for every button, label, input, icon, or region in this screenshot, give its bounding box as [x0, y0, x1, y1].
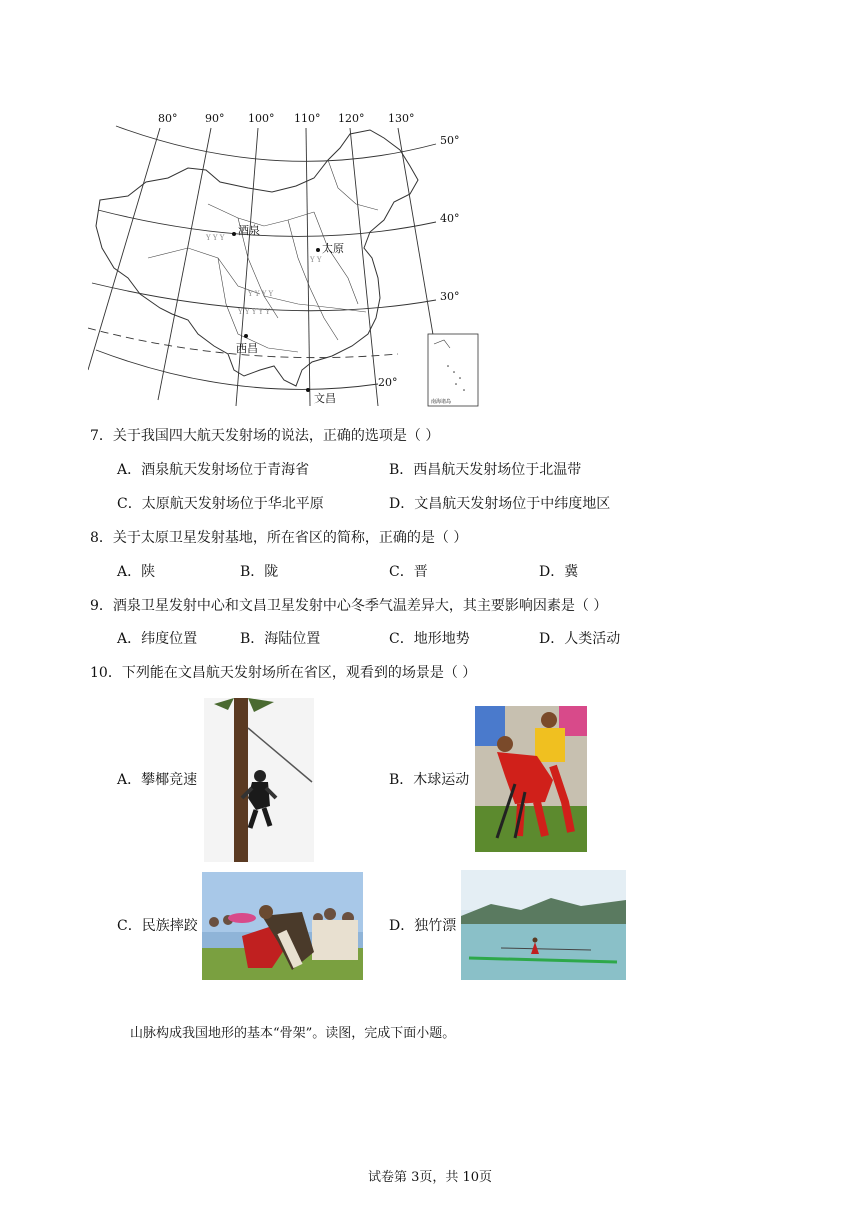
meridian-80 [88, 128, 160, 370]
q9-option-a: A．纬度位置 [117, 631, 198, 647]
q7-option-d: D．文昌航天发射场位于中纬度地区 [389, 496, 611, 512]
china-outline-map [88, 108, 480, 408]
photo-ethnic-wrestling [202, 872, 363, 980]
q10-option-c: C．民族摔跤 [117, 918, 198, 934]
q10-option-a: A．攀椰竞速 [117, 772, 198, 788]
q8-option-b: B．陇 [240, 564, 279, 580]
lon-label-130: 130° [388, 112, 415, 125]
q7-option-b: B．西昌航天发射场位于北温带 [389, 462, 582, 478]
inset-label: 南海诸岛 [431, 399, 452, 405]
q8-option-a: A．陕 [117, 564, 156, 580]
meridian-120 [350, 128, 378, 406]
place-taiyuan: 太原 [322, 242, 344, 255]
place-wenchang: 文昌 [314, 392, 336, 405]
place-xichang: 西昌 [236, 342, 258, 355]
lat-label-20: 20° [378, 376, 398, 389]
question-7-stem: 7．关于我国四大航天发射场的说法，正确的选项是（ ） [90, 428, 440, 444]
photo-bamboo-drifting [461, 870, 626, 980]
taiyuan-marker [316, 248, 320, 252]
south-china-sea-inset [428, 334, 478, 406]
photo-wooden-ball [475, 706, 587, 852]
lat-label-50: 50° [440, 134, 460, 147]
lat-label-40: 40° [440, 212, 460, 225]
parallel-40 [98, 210, 436, 236]
meridian-90 [158, 128, 211, 400]
svg-text:Y Y: Y Y [310, 256, 322, 264]
q8-option-c: C．晋 [389, 564, 428, 580]
q9-option-b: B．海陆位置 [240, 631, 321, 647]
next-section-intro: 山脉构成我国地形的基本“骨架”。读图，完成下面小题。 [130, 1026, 456, 1041]
question-9-stem: 9．酒泉卫星发射中心和文昌卫星发射中心冬季气温差异大，其主要影响因素是（ ） [90, 598, 608, 614]
svg-text:Y Y Y Y: Y Y Y Y [248, 290, 274, 298]
lat-label-30: 30° [440, 290, 460, 303]
q7-option-c: C．太原航天发射场位于华北平原 [117, 496, 324, 512]
svg-text:Y Y Y Y Y: Y Y Y Y Y [238, 308, 271, 316]
q9-option-c: C．地形地势 [389, 631, 470, 647]
question-8-stem: 8．关于太原卫星发射基地，所在省区的简称，正确的是（ ） [90, 530, 468, 546]
place-jiuquan: 酒泉 [238, 224, 260, 237]
svg-text:Y Y Y: Y Y Y [206, 234, 225, 242]
lon-label-100: 100° [248, 112, 275, 125]
jiuquan-marker [232, 232, 236, 236]
page-footer: 试卷第 3页，共 10页 [367, 1170, 493, 1185]
q7-option-a: A．酒泉航天发射场位于青海省 [117, 462, 310, 478]
lon-label-120: 120° [338, 112, 365, 125]
parallel-50 [116, 126, 436, 161]
xichang-marker [244, 334, 248, 338]
meridian-100 [236, 128, 258, 406]
q10-option-b: B．木球运动 [389, 772, 470, 788]
wenchang-marker [306, 388, 310, 392]
q8-option-d: D．冀 [539, 564, 579, 580]
q9-option-d: D．人类活动 [539, 631, 621, 647]
question-10-stem: 10．下列能在文昌航天发射场所在省区，观看到的场景是（ ） [90, 665, 477, 681]
lon-label-110: 110° [294, 112, 321, 125]
lon-label-80: 80° [158, 112, 178, 125]
china-map-figure [88, 108, 480, 408]
q10-option-d: D．独竹漂 [389, 918, 457, 934]
photo-coconut-climbing [204, 698, 314, 862]
lon-label-90: 90° [205, 112, 225, 125]
